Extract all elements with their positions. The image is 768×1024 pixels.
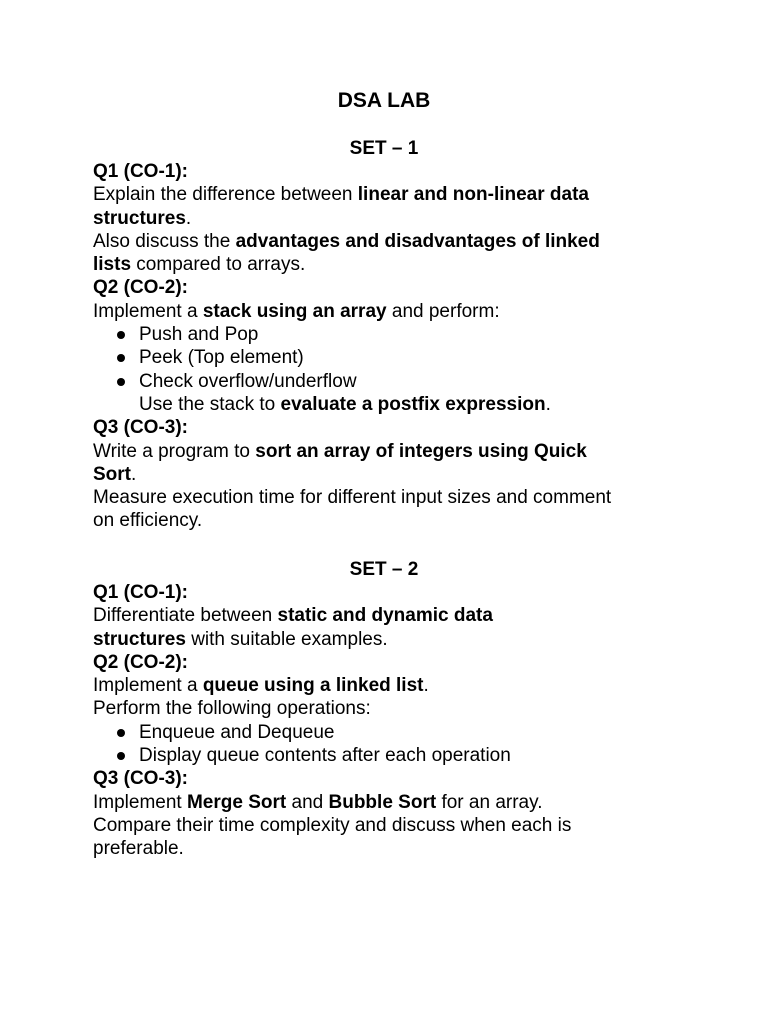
set-1-q1-text-line-4: lists compared to arrays.	[93, 254, 306, 276]
set-1-q2-text-line-1: Implement a stack using an array and perform:	[93, 300, 500, 322]
set-1-q3-text-line-1: Write a program to sort an array of integers using Quick	[93, 440, 587, 462]
set-2-q2-bullet: Display queue contents after each operation	[93, 744, 693, 767]
set-1-q1-text-line-1: Explain the difference between linear and non-linear data	[93, 184, 589, 206]
set-1-heading: SET – 1	[349, 138, 419, 159]
set-1-questions	[93, 160, 693, 533]
set-1-q1-text-line-3: Also discuss the advantages and disadvantages of linked	[93, 230, 600, 252]
set-2-q3-text-line-2: Compare their time complexity and discuss when each is	[93, 814, 572, 836]
set-2-q1-text-line-1: Differentiate between static and dynamic data	[93, 605, 493, 627]
set-1-q1-text-line-2: structures.	[93, 207, 192, 229]
set-2-q2-label: Q2 (CO-2):	[93, 651, 188, 673]
set-2-q1-label: Q1 (CO-1):	[93, 582, 188, 603]
set-2-q2-text-line-1: Implement a queue using a linked list.	[93, 675, 429, 697]
set-2-q1-text-line-2: structures with suitable examples.	[93, 628, 388, 650]
set-2-q3-text-line-1: Implement Merge Sort and Bubble Sort for an array.	[93, 791, 543, 813]
set-2-q3-label: Q3 (CO-3):	[93, 768, 188, 790]
set-1-q3-label: Q3 (CO-3):	[93, 417, 188, 439]
set-1-q2-bullet: Peek (Top element)	[93, 346, 693, 369]
set-1-q3-text-line-2: Sort.	[93, 463, 137, 485]
set-2-q3-text-line-3: preferable.	[93, 838, 184, 860]
set-2-questions	[93, 581, 693, 861]
set-1-q2-text-line-2: Use the stack to evaluate a postfix expression.	[139, 393, 551, 415]
set-1-q3-text-line-4: on efficiency.	[93, 510, 203, 532]
set-2-heading: SET – 2	[349, 559, 419, 580]
page-title: DSA LAB	[337, 89, 431, 112]
set-1-q2-label: Q2 (CO-2):	[93, 277, 188, 299]
set-1-q3-text-line-3: Measure execution time for different input sizes and comment	[93, 487, 612, 509]
set-2-q2-bullet: Enqueue and Dequeue	[93, 721, 693, 744]
set-1-q1-label: Q1 (CO-1):	[93, 161, 188, 182]
set-2-q2-text-line-2: Perform the following operations:	[93, 698, 371, 720]
set-1-q2-bullet: Push and Pop	[93, 323, 693, 346]
set-1-q2-bullet: Check overflow/underflow	[93, 370, 693, 393]
